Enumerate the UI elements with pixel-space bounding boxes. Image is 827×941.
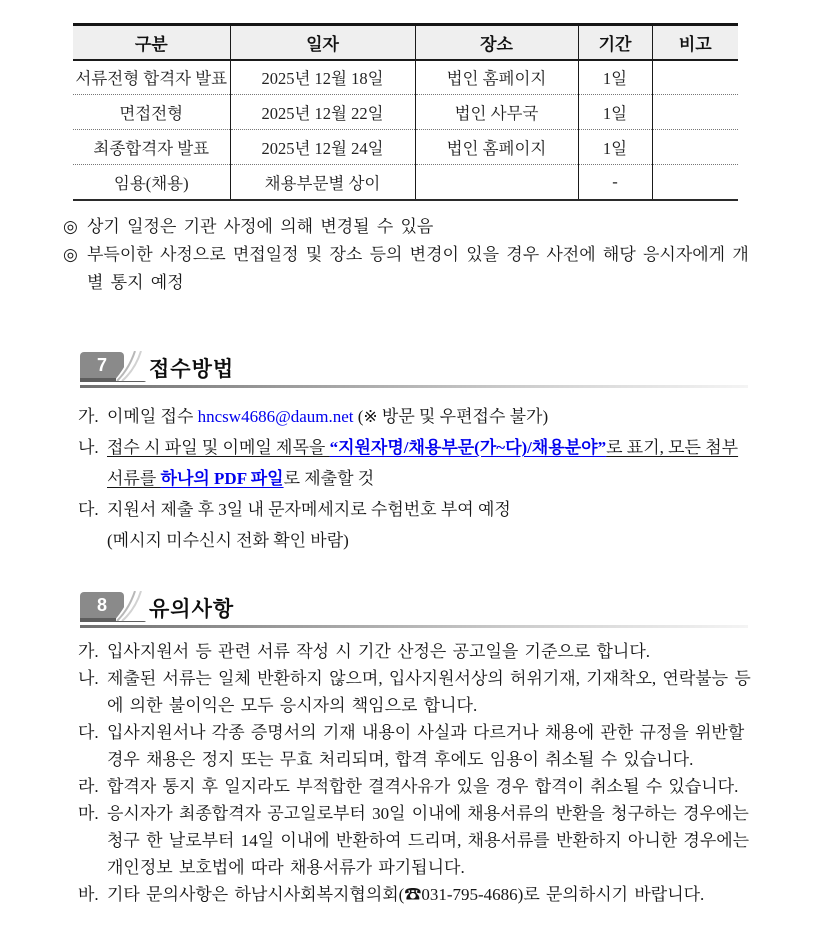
table-cell: 최종합격자 발표 [73, 130, 230, 165]
list-item [78, 773, 778, 800]
text-line: 청구 한 날로부터 14일 이내에 반환하여 드리며, 채용서류를 반환하지 아니한 경우에는 [107, 831, 750, 850]
table-cell: 1일 [578, 95, 652, 130]
section-title: 유의사항 [149, 598, 235, 621]
double-circle-bullet-icon: ◎ [63, 217, 78, 236]
list-item-text [107, 800, 778, 881]
table-header-cell: 비고 [652, 25, 738, 60]
table-cell: 법인 사무국 [415, 95, 578, 130]
email-link[interactable]: hncsw4686@daum.net [197, 407, 354, 426]
section-number-badge: 7 [80, 352, 124, 378]
note-text: 상기 일정은 기관 사정에 의해 변경될 수 있음 [87, 217, 434, 236]
text-line: (메시지 미수신시 전화 확인 바람) [107, 531, 349, 550]
text-segment: 로 표기, 모든 첨부 [606, 438, 739, 457]
section7-header [80, 352, 748, 388]
text-segment: 접수 시 파일 및 이메일 제목을 [107, 438, 330, 457]
page-fold-icon [116, 351, 146, 381]
table-cell [652, 130, 738, 165]
page-fold-icon [116, 591, 146, 621]
list-item-label: 다. [78, 500, 99, 519]
table-cell: - [578, 165, 652, 200]
text-line: 입사지원서나 각종 증명서의 기재 내용이 사실과 다르거나 채용에 관한 규정을 위반할 [107, 723, 745, 742]
list-item-label: 바. [78, 885, 99, 904]
text-line: 개인정보 보호법에 따라 채용서류가 파기됩니다. [107, 858, 465, 877]
double-circle-bullet-icon: ◎ [63, 245, 78, 264]
section-number-badge: 8 [80, 592, 124, 618]
emphasized-text: “지원자명/채용부문(가~다)/채용분야” [329, 438, 607, 457]
list-item-text [107, 494, 778, 556]
text-line: 에 의한 불이익은 모두 응시자의 책임으로 합니다. [107, 696, 478, 715]
list-item-text [107, 432, 778, 494]
text-line: 응시자가 최종합격자 공고일로부터 30일 이내에 채용서류의 반환을 청구하는 경우에는 [107, 804, 749, 823]
list-item-label: 다. [78, 723, 99, 742]
text-line: 합격자 통지 후 일지라도 부적합한 결격사유가 있을 경우 합격이 취소될 수 있습니다. [107, 777, 739, 796]
table-cell [652, 95, 738, 130]
list-item-text [107, 773, 778, 800]
table-row [73, 95, 738, 130]
table-header-cell: 장소 [415, 25, 578, 60]
text-line: 제출된 서류는 일체 반환하지 않으며, 입사지원서상의 허위기재, 기재착오, 연락불능 등 [107, 669, 751, 688]
text-segment: 로 제출할 것 [283, 469, 375, 488]
table-cell [415, 165, 578, 200]
table-cell: 2025년 12월 22일 [230, 95, 415, 130]
table-cell: 1일 [578, 60, 652, 95]
section7-body [78, 401, 778, 556]
note-item [63, 241, 775, 297]
table-cell [652, 165, 738, 200]
section-rule [80, 625, 748, 628]
list-item [78, 881, 778, 908]
table-notes [63, 213, 775, 297]
table-header-cell: 구분 [73, 25, 230, 60]
text-line: 입사지원서 등 관련 서류 작성 시 기간 산정은 공고일을 기준으로 합니다. [107, 642, 650, 661]
list-item [78, 638, 778, 665]
list-item-text [107, 719, 778, 773]
note-item [63, 213, 775, 241]
table-cell [652, 60, 738, 95]
list-item-label: 가. [78, 642, 99, 661]
note-line: 별 통지 예정 [87, 273, 184, 292]
text-segment: (※ 방문 및 우편접수 불가) [353, 407, 549, 426]
list-item-text [107, 881, 778, 908]
table-header-cell: 일자 [230, 25, 415, 60]
list-item [78, 719, 778, 773]
list-item-label: 나. [78, 669, 99, 688]
schedule-table [73, 23, 738, 201]
text-segment: 서류를 [107, 469, 161, 488]
table-row [73, 130, 738, 165]
list-item-label: 나. [78, 438, 99, 457]
table-cell: 임용(채용) [73, 165, 230, 200]
table-header-cell: 기간 [578, 25, 652, 60]
list-item [78, 401, 778, 432]
table-row [73, 165, 738, 200]
note-text [87, 241, 775, 297]
list-item [78, 494, 778, 556]
table-cell: 법인 홈페이지 [415, 130, 578, 165]
table-cell: 1일 [578, 130, 652, 165]
section8-header [80, 592, 748, 628]
table-row [73, 60, 738, 95]
emphasized-text: 하나의 PDF 파일 [160, 469, 284, 488]
text-line [107, 432, 778, 463]
list-item-label: 가. [78, 407, 99, 426]
table-cell: 서류전형 합격자 발표 [75, 69, 228, 89]
text-line: 경우 채용은 정지 또는 무효 처리되며, 합격 후에도 임용이 취소될 수 있습니다. [107, 750, 694, 769]
text-line [107, 463, 778, 494]
table-cell: 법인 홈페이지 [415, 60, 578, 95]
text-line: 지원서 제출 후 3일 내 문자메세지로 수험번호 부여 예정 [107, 500, 511, 519]
table-cell: 2025년 12월 18일 [230, 60, 415, 95]
section-title: 접수방법 [149, 358, 235, 381]
list-item-text [107, 665, 778, 719]
list-item-text [107, 638, 778, 665]
list-item-text [107, 401, 778, 432]
table-cell: 면접전형 [73, 95, 230, 130]
table-cell: 2025년 12월 24일 [230, 130, 415, 165]
list-item [78, 800, 778, 881]
text-line: 기타 문의사항은 하남시사회복지협의회(☎031-795-4686)로 문의하시기 바랍니다. [107, 885, 705, 904]
table-cell: 채용부문별 상이 [230, 165, 415, 200]
list-item [78, 432, 778, 494]
note-line: 부득이한 사정으로 면접일정 및 장소 등의 변경이 있을 경우 사전에 해당 응시자에게 개 [87, 245, 749, 264]
list-item [78, 665, 778, 719]
section-rule [80, 385, 748, 388]
text-segment: 이메일 접수 [107, 407, 198, 426]
list-item-label: 라. [78, 777, 99, 796]
list-item-label: 마. [78, 804, 99, 823]
table-header-row [73, 25, 738, 60]
section8-body [78, 638, 778, 908]
